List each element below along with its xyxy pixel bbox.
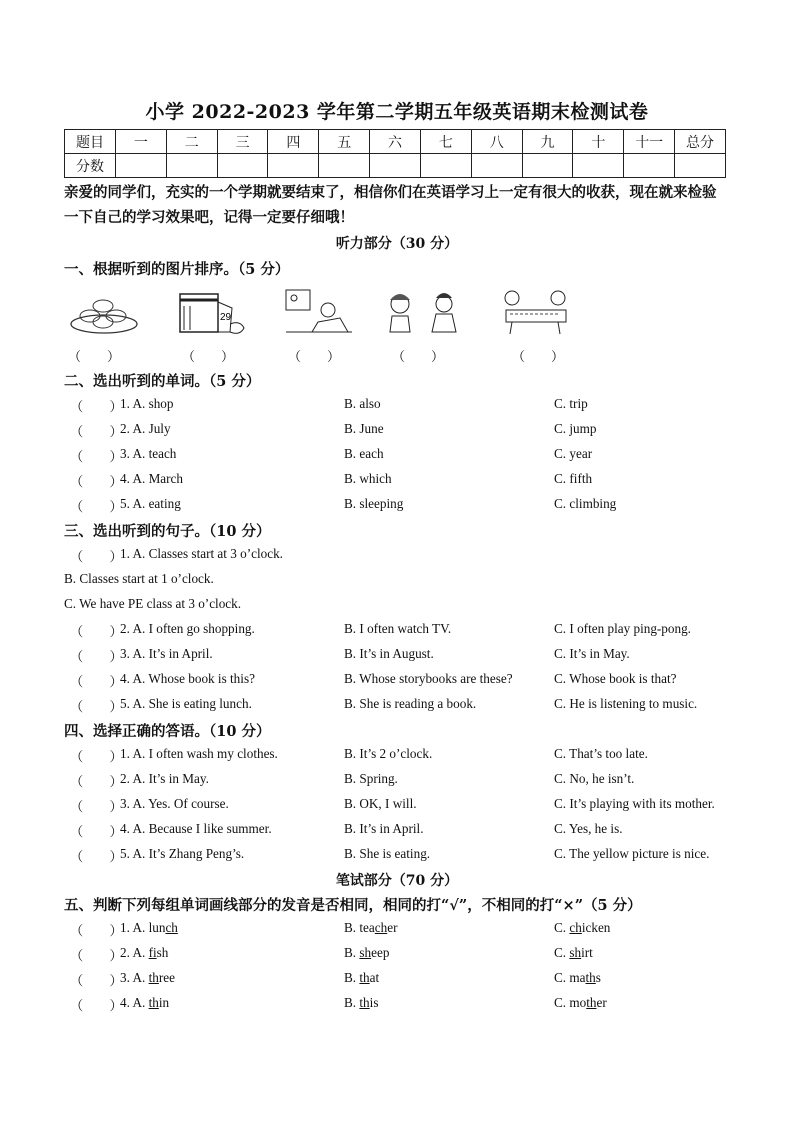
option-c: C. It’s in May. [554,646,630,661]
underlined-letters: th [585,970,596,985]
option-c: C. trip [554,396,588,411]
word-part: in [158,995,170,1010]
section3-question-row [64,646,734,666]
answer-paren[interactable]: （ ） [70,799,123,814]
option-a: 5. A. It’s Zhang Peng’s. [120,846,245,861]
picture1-answer-bracket[interactable]: （ ） [68,349,121,364]
score-cell[interactable] [522,154,573,178]
score-row-label: 分数 [65,154,116,178]
picture2-answer-bracket[interactable]: （ ） [182,349,235,364]
section3-q1-option-c: C. We have PE class at 3 o’clock. [64,596,242,611]
score-table-score-row [65,154,726,178]
written-heading: 笔试部分（70 分） [335,873,459,889]
word-part: C. [554,920,570,935]
option-b: B. June [344,421,384,436]
word-part: B. [344,995,360,1010]
word-part: icken [581,920,611,935]
section5-question-row [64,920,734,940]
option-c [554,995,607,1011]
option-c: C. It’s playing with its mother. [554,796,715,811]
word-part: s [595,970,601,985]
picture3-answer-bracket[interactable]: （ ） [288,349,341,364]
score-table-section-header: 八 [471,130,522,154]
option-b: B. OK, I will. [344,796,417,811]
option-a: 1. A. I often wash my clothes. [120,746,278,761]
answer-paren[interactable]: （ ） [70,923,123,938]
section4-question-row [64,846,734,866]
option-b: B. She is eating. [344,846,431,861]
section5-title: 五、判断下列每组单词画线部分的发音是否相同，相同的打“√”，不相同的打“×”（5 分） [64,897,642,914]
option-c: C. The yellow picture is nice. [554,846,710,861]
score-table-section-header: 七 [420,130,471,154]
answer-paren[interactable]: （ ） [70,499,123,514]
option-a: 3. A. Yes. Of course. [120,796,229,811]
section5-question-row [64,995,734,1015]
score-cell[interactable] [319,154,370,178]
word-part: sh [156,945,169,960]
picture4-answer-bracket[interactable]: （ ） [392,349,445,364]
page-title: 小学 2022-2023 学年第二学期五年级英语期末检测试卷 [145,101,649,123]
option-b: B. which [344,471,392,486]
score-cell[interactable] [370,154,421,178]
word-part: at [369,970,380,985]
picture-strip [64,288,584,338]
section4-question-row [64,746,734,766]
section3-question-1 [64,546,734,566]
word-part: C. mo [554,995,587,1010]
underlined-letters: fi [148,945,157,960]
score-table-section-header: 十 [573,130,624,154]
question-number: 1. A. [120,920,149,935]
section2-question-row [64,396,734,416]
option-b: B. She is reading a book. [344,696,477,711]
question-number: 4. A. [120,995,149,1010]
answer-paren[interactable]: （ ） [70,449,123,464]
section2-question-row [64,446,734,466]
underlined-letters: th [359,995,370,1010]
answer-paren[interactable]: （ ） [70,474,123,489]
option-c [554,920,610,936]
section3-q1-option-b: B. Classes start at 1 o’clock. [64,571,214,586]
score-table [64,129,726,178]
word-part: is [369,995,379,1010]
option-b: B. It’s in April. [344,821,424,836]
word-part: er [596,995,607,1010]
option-a: 4. A. Because I like summer. [120,821,272,836]
underlined-letters: th [359,970,370,985]
children-picture [384,288,464,336]
score-table-section-header: 三 [217,130,268,154]
option-a [120,995,169,1011]
option-b: B. I often watch TV. [344,621,452,636]
underlined-letters: ch [374,920,388,935]
option-a: 5. A. eating [120,496,181,511]
option-b: B. sleeping [344,496,404,511]
section4-question-row [64,771,734,791]
section3-title: 三、选出听到的句子。（10 分） [64,523,271,540]
answer-paren[interactable]: （ ） [70,424,123,439]
score-table-section-header: 五 [319,130,370,154]
option-a: 2. A. July [120,421,171,436]
option-c: C. Yes, he is. [554,821,623,836]
section5-question-row [64,945,734,965]
option-b [344,920,397,936]
word-part: lun [148,920,166,935]
option-a: 4. A. Whose book is this? [120,671,255,686]
answer-paren[interactable]: （ ） [70,973,123,988]
option-b: B. Spring. [344,771,398,786]
section4-question-row [64,796,734,816]
score-cell[interactable] [675,154,726,178]
score-table-total-header: 总分 [675,130,726,154]
answer-paren[interactable]: （ ） [70,824,123,839]
section3-question-row [64,696,734,716]
option-a [120,945,168,961]
banner-picture [496,288,578,336]
underlined-letters: th [148,995,159,1010]
option-b: B. Whose storybooks are these? [344,671,513,686]
word-part: irt [581,945,593,960]
answer-paren[interactable]: （ ） [70,998,123,1013]
word-part: ree [158,970,175,985]
option-b [344,995,378,1011]
option-c [554,970,601,986]
answer-paren[interactable]: （ ） [70,749,123,764]
section2-question-row [64,421,734,441]
score-table-section-header: 十一 [624,130,675,154]
underlined-letters: ch [569,920,582,935]
option-c: C. jump [554,421,597,436]
section3-question-row [64,671,734,691]
score-table-header-label: 题目 [65,130,116,154]
answer-paren[interactable]: （ ） [70,649,123,664]
option-a: 2. A. I often go shopping. [120,621,255,636]
svg-text:29: 29 [220,312,232,323]
option-c: C. I often play ping-pong. [554,621,691,636]
answer-paren[interactable]: （ ） [70,774,123,789]
score-cell[interactable] [116,154,167,178]
word-part: eep [371,945,390,960]
option-c: C. fifth [554,471,593,486]
answer-paren[interactable]: （ ） [70,699,123,714]
mooncakes-picture [68,288,140,336]
section2-title: 二、选出听到的单词。（5 分） [64,373,261,390]
option-a [120,920,178,936]
word-part: B. [344,945,360,960]
answer-paren[interactable]: （ ） [70,549,123,564]
word-part: B. tea [344,920,375,935]
underlined-letters: ch [165,920,178,935]
option-a: 3. A. It’s in April. [120,646,213,661]
section2-question-row [64,496,734,516]
option-c: C. That’s too late. [554,746,648,761]
option-b: B. It’s 2 o’clock. [344,746,433,761]
option-a: 1. A. Classes start at 3 o’clock. [120,546,283,561]
listening-heading: 听力部分（30 分） [335,236,459,252]
option-b: B. It’s in August. [344,646,434,661]
option-a: 1. A. shop [120,396,174,411]
section5-question-row [64,970,734,990]
intro-text: 亲爱的同学们，充实的一个学期就要结束了，相信你们在英语学习上一定有很大的收获，现在就来检验一下自己的学习效果吧，记得一定要仔细哦！ [64,184,717,226]
underlined-letters: sh [359,945,372,960]
word-part: C. [554,945,570,960]
score-cell[interactable] [420,154,471,178]
underlined-letters: th [586,995,597,1010]
option-b [344,945,389,961]
picture5-answer-bracket[interactable]: （ ） [512,349,565,364]
option-c: C. No, he isn’t. [554,771,635,786]
score-cell[interactable] [217,154,268,178]
option-a: 2. A. It’s in May. [120,771,209,786]
word-part: C. ma [554,970,586,985]
word-part: er [387,920,398,935]
option-b [344,970,379,986]
answer-paren[interactable]: （ ） [70,849,123,864]
answer-paren[interactable]: （ ） [70,624,123,639]
option-c: C. year [554,446,593,461]
score-table-section-header: 四 [268,130,319,154]
score-cell[interactable] [166,154,217,178]
drawing-picture [282,288,354,336]
section4-question-row [64,821,734,841]
score-cell[interactable] [471,154,522,178]
answer-paren[interactable]: （ ） [70,399,123,414]
option-a [120,970,175,986]
option-c: C. climbing [554,496,617,511]
option-b: B. each [344,446,384,461]
underlined-letters: th [148,970,159,985]
option-a: 5. A. She is eating lunch. [120,696,252,711]
section1-title: 一、根据听到的图片排序。（5 分） [64,261,290,278]
option-c [554,945,593,961]
section3-question-row [64,621,734,641]
underlined-letters: sh [569,945,582,960]
score-table-section-header: 二 [166,130,217,154]
word-part: B. [344,970,360,985]
option-b: B. also [344,396,381,411]
score-table-header-row [65,130,726,154]
score-table-section-header: 九 [522,130,573,154]
calendar-picture [174,288,250,338]
section4-title: 四、选择正确的答语。（10 分） [64,723,271,740]
question-number: 2. A. [120,945,149,960]
score-cell[interactable] [268,154,319,178]
score-cell[interactable] [624,154,675,178]
answer-paren[interactable]: （ ） [70,674,123,689]
option-c: C. Whose book is that? [554,671,677,686]
score-table-section-header: 六 [370,130,421,154]
option-c: C. He is listening to music. [554,696,698,711]
option-a: 3. A. teach [120,446,177,461]
score-table-section-header: 一 [116,130,167,154]
score-cell[interactable] [573,154,624,178]
option-a: 4. A. March [120,471,183,486]
question-number: 3. A. [120,970,149,985]
answer-paren[interactable]: （ ） [70,948,123,963]
section2-question-row [64,471,734,491]
